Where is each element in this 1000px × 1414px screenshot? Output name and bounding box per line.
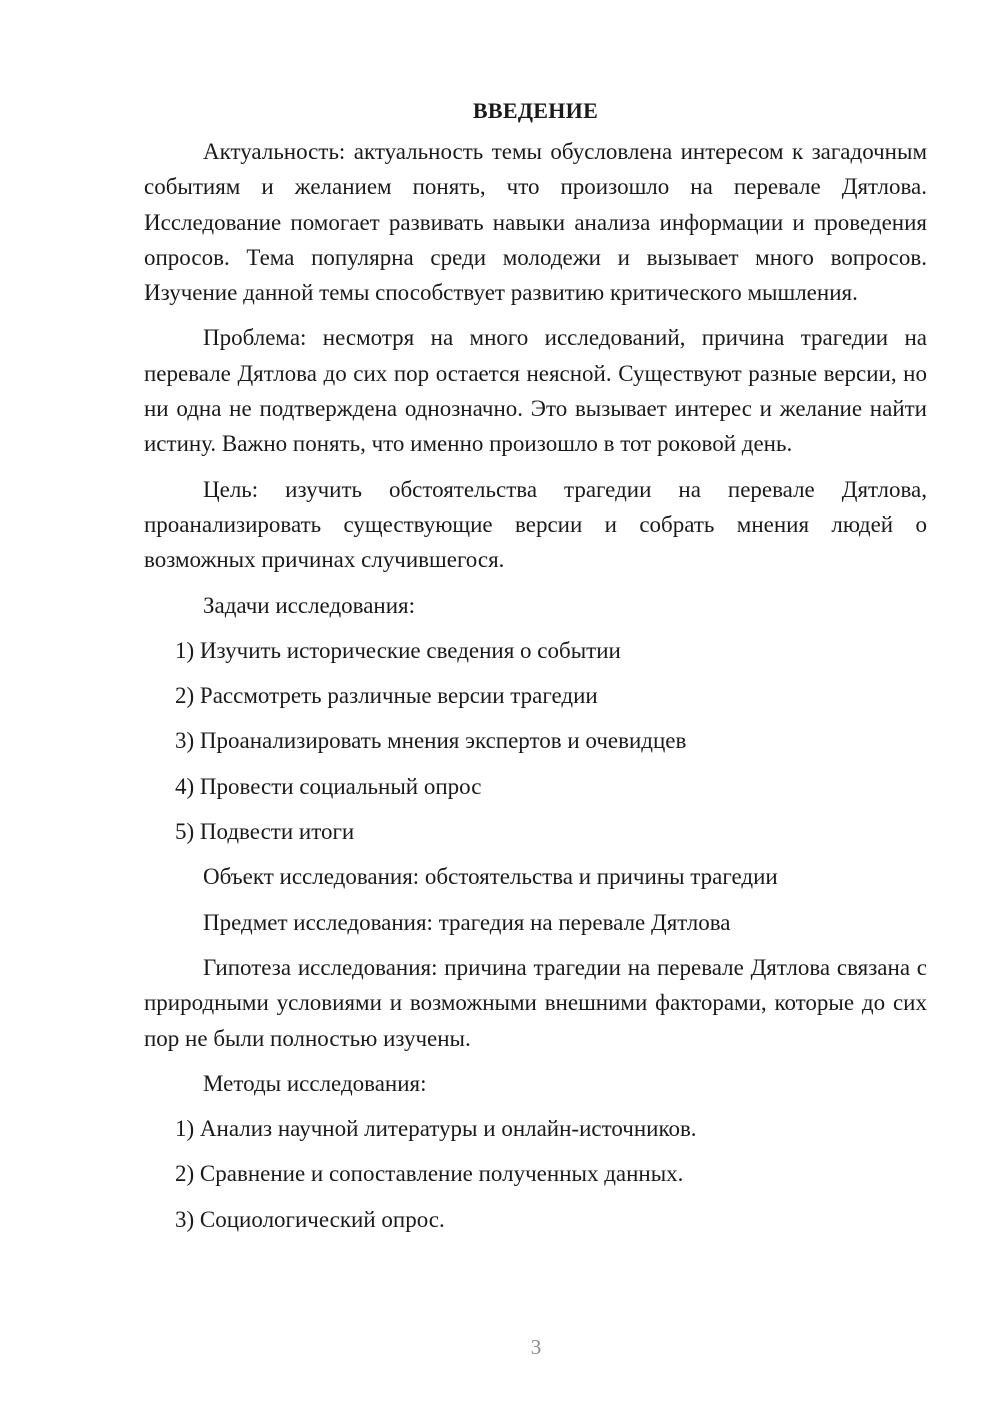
task-item: 4) Провести социальный опрос [175, 773, 482, 799]
hypothesis-paragraph: Гипотеза исследования: причина трагедии на перевале Дятлова связана с природными условиями и возможными внешними факторами, которые до сих пор не были полностью изучены. [144, 954, 927, 1051]
section-title: ВВЕДЕНИЕ [472, 98, 599, 123]
method-item: 3) Социологический опрос. [175, 1206, 445, 1232]
methods-label: Методы исследования: [203, 1070, 427, 1096]
research-object: Объект исследования: обстоятельства и причины трагедии [203, 864, 778, 890]
page-number: 3 [530, 1335, 542, 1359]
goal-paragraph: Цель: изучить обстоятельства трагедии на перевале Дятлова, проанализировать существующие версии и собрать мнения людей о возможных причинах случившегося. [144, 476, 927, 573]
task-item: 1) Изучить исторические сведения о событии [175, 637, 621, 663]
method-item: 1) Анализ научной литературы и онлайн-источников. [175, 1116, 697, 1142]
tasks-label: Задачи исследования: [203, 592, 416, 618]
relevance-paragraph: Актуальность: актуальность темы обусловлена интересом к загадочным событиям и желанием понять, что произошло на перевале Дятлова. Исследование помогает развивать навыки анализа информации и проведения опросов. Тема популярна среди молодежи и вызывает много вопросов. Изучение данной темы способствует развитию критического мышления. [144, 139, 927, 306]
task-item: 5) Подвести итоги [175, 819, 355, 845]
page-content [144, 97, 927, 1247]
task-item: 3) Проанализировать мнения экспертов и очевидцев [175, 728, 687, 754]
research-subject: Предмет исследования: трагедия на перевале Дятлова [203, 909, 731, 935]
method-item: 2) Сравнение и сопоставление полученных данных. [175, 1161, 684, 1187]
task-item: 2) Рассмотреть различные версии трагедии [175, 683, 598, 709]
problem-paragraph: Проблема: несмотря на много исследований, причина трагедии на перевале Дятлова до сих пор остается неясной. Существуют разные версии, но ни одна не подтверждена однозначно. Это вызывает интерес и желание найти истину. Важно понять, что именно произошло в тот роковой день. [144, 325, 927, 457]
